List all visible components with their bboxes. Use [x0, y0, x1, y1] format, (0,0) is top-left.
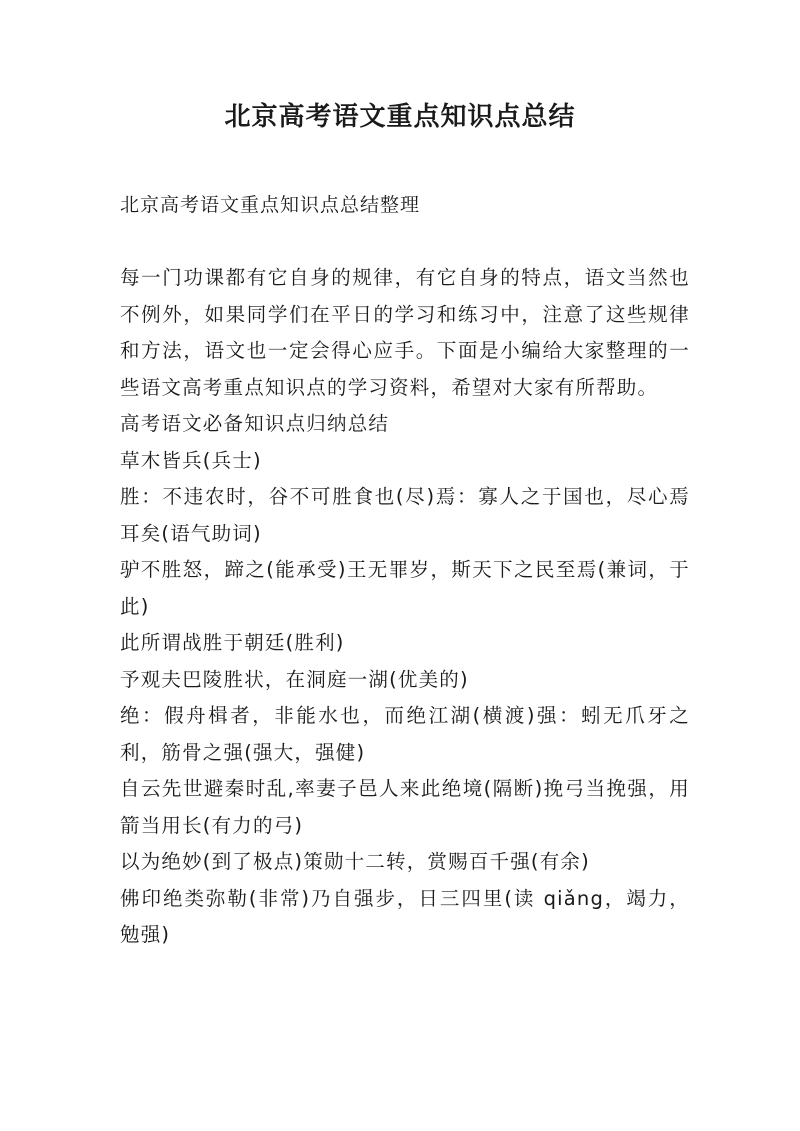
document-title: 北京高考语文重点知识点总结	[224, 102, 576, 132]
body-line: 佛印绝类弥勒(非常)乃自强步，日三四里(读 qiǎng，竭力，勉强)	[120, 886, 690, 946]
body-line: 胜：不违农时，谷不可胜食也(尽)焉：寡人之于国也，尽心焉耳矣(语气助词)	[120, 485, 690, 545]
body-line: 自云先世避秦时乱,率妻子邑人来此绝境(隔断)挽弓当挽强，用箭当用长(有力的弓)	[120, 777, 690, 837]
body-line: 驴不胜怒，蹄之(能承受)王无罪岁，斯天下之民至焉(兼词，于此)	[120, 558, 690, 618]
body-line: 以为绝妙(到了极点)策勋十二转，赏赐百千强(有余)	[120, 850, 590, 873]
intro-paragraph: 每一门功课都有它自身的规律，有它自身的特点，语文当然也不例外，如果同学们在平日的学习和练习中，注意了这些规律和方法，语文也一定会得心应手。下面是小编给大家整理的一些语文高考重点知识点的学习资料，希望对大家有所帮助。	[120, 266, 690, 399]
document-body	[120, 260, 690, 954]
body-line: 予观夫巴陵胜状，在洞庭一湖(优美的)	[120, 667, 469, 691]
body-line: 草木皆兵(兵士)	[120, 448, 262, 472]
document-subtitle: 北京高考语文重点知识点总结整理	[120, 194, 421, 216]
body-line: 绝：假舟楫者，非能水也，而绝江湖(横渡)强：蚓无爪牙之利，筋骨之强(强大，强健)	[120, 704, 690, 764]
body-line: 此所谓战胜于朝廷(胜利)	[120, 631, 345, 654]
body-line: 高考语文必备知识点归纳总结	[120, 412, 390, 435]
